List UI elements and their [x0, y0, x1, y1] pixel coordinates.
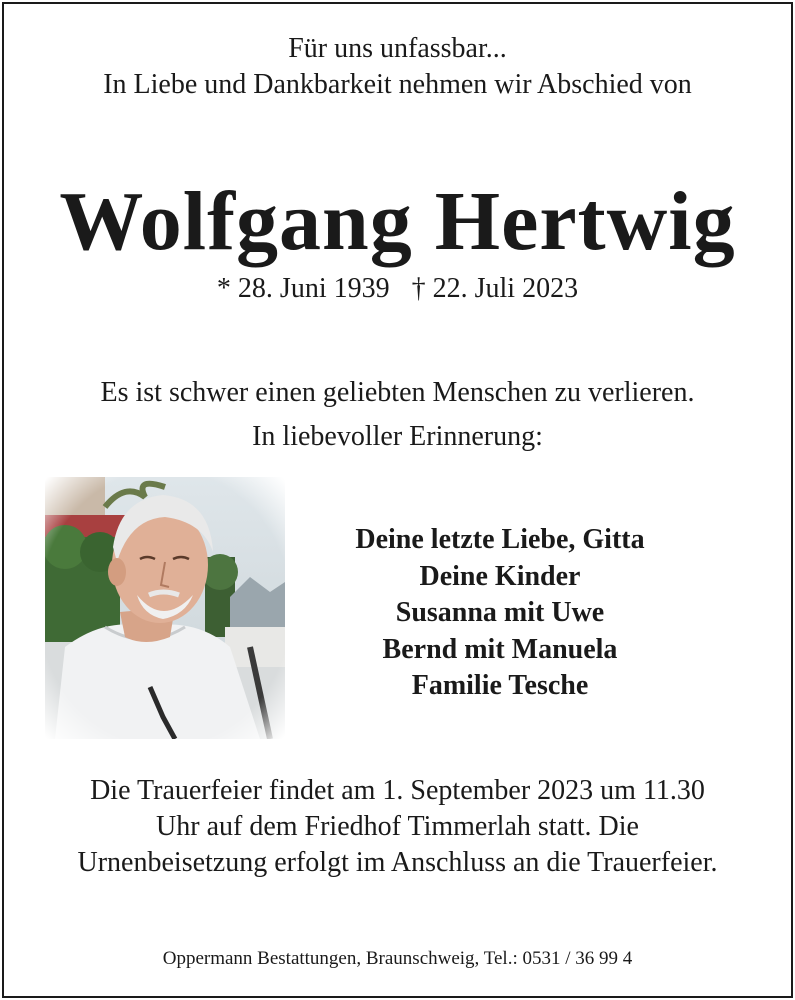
life-dates [0, 270, 795, 308]
birth-date: * 28. Juni 1939 [216, 273, 390, 304]
ceremony-line-3: Urnenbeisetzung erfolgt im Anschluss an die Trauerfeier. [77, 847, 718, 878]
deceased-name: Wolfgang Hertwig [59, 175, 736, 268]
quote-line-1: Es ist schwer einen geliebten Menschen zu verlieren. [100, 377, 695, 408]
signer-line: Deine letzte Liebe, Gitta [355, 524, 645, 555]
intro-line-2: In Liebe und Dankbarkeit nehmen wir Abschied von [103, 69, 692, 100]
signer-line: Bernd mit Manuela [382, 633, 618, 665]
ceremony-line-2: Uhr auf dem Friedhof Timmerlah statt. Die [156, 811, 639, 842]
ceremony-line-1: Die Trauerfeier findet am 1. September 2023 um 11.30 [90, 775, 705, 806]
signer-line: Susanna mit Uwe [395, 597, 605, 628]
portrait-photo [45, 477, 285, 739]
funeral-home-footer: Oppermann Bestattungen, Braunschweig, Tel.: 0531 / 36 99 4 [162, 948, 633, 969]
signers-list [300, 522, 700, 705]
quote-line-2: In liebevoller Erinnerung: [252, 421, 543, 452]
intro-line-1: Für uns unfassbar... [288, 33, 507, 64]
signer-line: Deine Kinder [419, 560, 581, 592]
signer-line: Familie Tesche [411, 670, 589, 701]
death-date: † 22. Juli 2023 [411, 273, 579, 304]
